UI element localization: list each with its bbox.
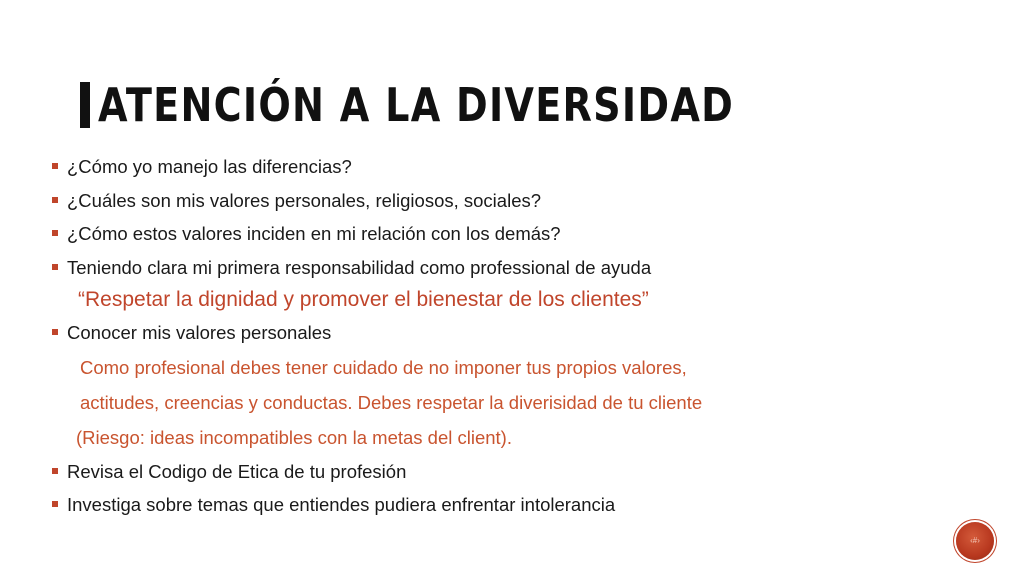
bullet-item [50,455,950,489]
square-bullet-icon [52,230,58,236]
bullet-item [50,217,950,251]
bullet-item [50,251,950,285]
bullet-item [50,184,950,218]
square-bullet-icon [52,163,58,169]
sub-text-line: actitudes, creencias y conductas. Debes respetar la diverisidad de tu cliente [80,391,703,413]
quote-line: “Respetar la dignidad y promover el bienestar de los clientes” [78,288,649,311]
bullet-text: Investiga sobre temas que entiendes pudiera enfrentar intolerancia [67,494,616,515]
slide-content [50,150,950,522]
square-bullet-icon [52,329,58,335]
slide-title: ATENCIÓN A LA DIVERSIDAD [98,78,735,132]
bullet-item [50,150,950,184]
title-accent-rule [80,82,90,128]
bullet-item [50,316,950,350]
bullet-text: Teniendo clara mi primera responsabilidad como professional de ayuda [67,256,652,278]
bullet-text: ¿Cómo estos valores inciden en mi relación con los demás? [67,223,561,244]
bullet-text: Revisa el Codigo de Etica de tu profesión [67,460,407,482]
bullet-text: ¿Cuáles son mis valores personales, religiosos, sociales? [67,189,542,211]
square-bullet-icon [52,468,58,474]
square-bullet-icon [52,264,58,270]
slide-number-badge[interactable] [956,522,994,560]
square-bullet-icon [52,197,58,203]
sub-text-line: Como profesional debes tener cuidado de no imponer tus propios valores, [80,356,687,378]
bullet-text: ¿Cómo yo manejo las diferencias? [67,156,352,177]
bullet-text: Conocer mis valores personales [67,322,332,343]
slide-number: ‹#› [970,536,980,545]
risk-note: (Riesgo: ideas incompatibles con la metas del client). [76,426,512,448]
square-bullet-icon [52,501,58,507]
bullet-item [50,488,950,522]
